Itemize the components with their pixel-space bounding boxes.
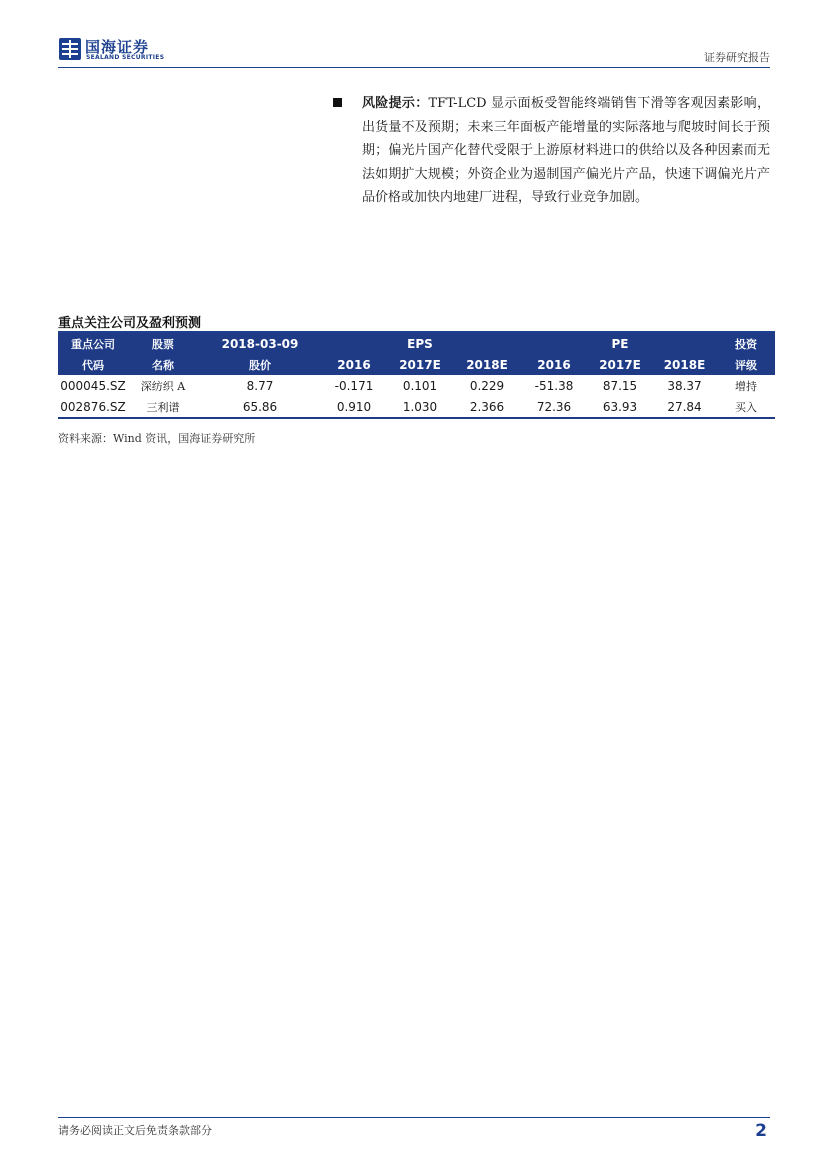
table-cell: 002876.SZ (58, 396, 128, 418)
table-cell: 63.93 (588, 396, 652, 418)
header-cell: 名称 (128, 354, 198, 375)
table-cell: 000045.SZ (60, 378, 126, 393)
header-cell: 代码 (58, 354, 128, 375)
header-cell (322, 333, 386, 354)
risk-paragraph (362, 92, 770, 210)
earnings-forecast-table (58, 333, 775, 419)
table-cell: 8.77 (246, 378, 274, 393)
table-header-row-1 (58, 333, 775, 354)
header-cell: 2018E (454, 354, 520, 375)
table-cell: 三利谱 (128, 396, 198, 418)
header-cell: 2018E (652, 354, 717, 375)
header-cell: 股票 (128, 333, 198, 354)
page-header (58, 36, 770, 66)
report-type-label: 证券研究报告 (704, 51, 770, 64)
table-header-row-2 (58, 354, 775, 375)
table-cell: 增持 (735, 379, 757, 393)
table-cell: 2.366 (454, 396, 520, 418)
table-cell: -51.38 (534, 378, 574, 393)
header-cell: 2016 (322, 354, 386, 375)
risk-body: TFT-LCD 显示面板受智能终端销售下滑等客观因素影响，出货量不及预期；未来三年面板产能增量的实际落地与爬坡时间长于预期；偏光片国产化替代受限于上游原材料进口的供给以及各种因素而无法如期扩大规模；外资企业为遏制国产偏光片产品，快速下调偏光片产品价格或加快内地建厂进程，导致行业竞争加剧。 (362, 96, 770, 205)
header-cell: 重点公司 (58, 333, 128, 354)
header-cell (520, 333, 588, 354)
footer-disclaimer: 请务必阅读正文后免责条款部分 (58, 1124, 212, 1137)
footer-divider (58, 1117, 770, 1118)
header-cell: 评级 (717, 354, 775, 375)
logo-chinese-name: 国海证券 (85, 38, 150, 56)
table-cell: 0.910 (322, 396, 386, 418)
sealand-logo-icon (58, 37, 82, 61)
table-cell: 1.030 (386, 396, 454, 418)
page-number: 2 (755, 1121, 767, 1141)
header-cell: 2017E (386, 354, 454, 375)
header-cell: 股价 (198, 354, 322, 375)
table-cell: -0.171 (334, 378, 374, 393)
logo-english-name: SEALAND SECURITIES (86, 54, 165, 61)
header-cell (454, 333, 520, 354)
header-divider (58, 67, 770, 68)
table-cell: 0.101 (402, 378, 438, 393)
table-cell: 65.86 (198, 396, 322, 418)
table-cell: 买入 (717, 396, 775, 418)
table-title: 重点关注公司及盈利预测 (58, 316, 202, 331)
table-row (58, 396, 775, 418)
table-cell: 38.37 (667, 378, 702, 393)
header-cell: PE (588, 333, 652, 354)
header-cell: 2016 (520, 354, 588, 375)
table-cell: 72.36 (520, 396, 588, 418)
header-cell (652, 333, 717, 354)
bullet-square-icon (333, 98, 342, 107)
company-logo (58, 36, 198, 64)
table-source-note: 资料来源：Wind 资讯，国海证券研究所 (58, 432, 256, 445)
header-cell: EPS (386, 333, 454, 354)
risk-label: 风险提示： (362, 96, 429, 111)
table-cell: 87.15 (602, 378, 638, 393)
table-row (58, 375, 775, 396)
table-cell: 0.229 (469, 378, 505, 393)
header-cell: 投资 (717, 333, 775, 354)
risk-section (333, 92, 770, 210)
header-cell: 2018-03-09 (198, 333, 322, 354)
table-cell: 深纺织 A (140, 379, 186, 393)
header-cell: 2017E (588, 354, 652, 375)
table-cell: 27.84 (652, 396, 717, 418)
